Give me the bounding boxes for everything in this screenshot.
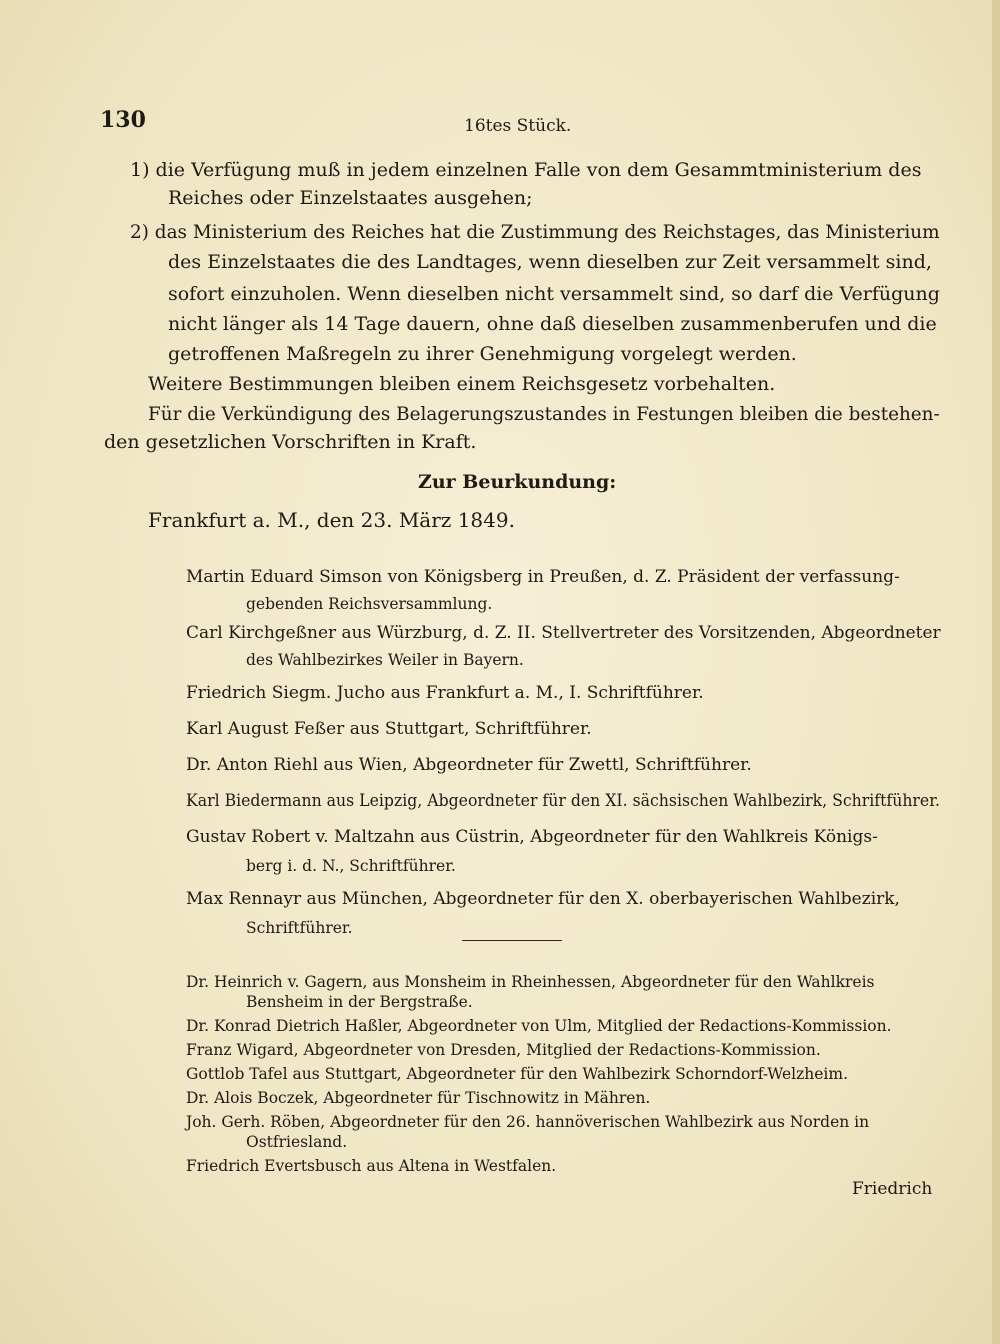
provision-2-line-2: des Einzelstaates die des Landtages, wenn dieselben zur Zeit versammelt sind, (168, 251, 932, 273)
provision-2-line-5: getroffenen Maßregeln zu ihrer Genehmigung vorgelegt werden. (168, 343, 797, 365)
place-date: Frankfurt a. M., den 23. März 1849. (148, 508, 515, 532)
attestation-heading: Zur Beurkundung: (418, 471, 617, 493)
signatory-2-line-1: Carl Kirchgeßner aus Würzburg, d. Z. II. Stellvertreter des Vorsitzenden, Abgeordneter (186, 623, 941, 643)
signatory-8-line-1: Max Rennayr aus München, Abgeordneter für den X. oberbayerischen Wahlbezirk, (186, 889, 900, 909)
member-6-line-1: Joh. Gerh. Röben, Abgeordneter für den 26. hannöverischen Wahlbezirk aus Norden in (186, 1113, 870, 1131)
provision-2-line-1: 2) das Ministerium des Reiches hat die Zustimmung des Reichstages, das Ministerium (130, 221, 940, 243)
signatory-2-line-2: des Wahlbezirkes Weiler in Bayern. (246, 651, 524, 669)
member-7: Friedrich Evertsbusch aus Altena in Westfalen. (186, 1157, 557, 1175)
member-4: Gottlob Tafel aus Stuttgart, Abgeordneter für den Wahlbezirk Schorndorf-Welzheim. (186, 1065, 849, 1083)
member-1-line-1: Dr. Heinrich v. Gagern, aus Monsheim in Rheinhessen, Abgeordneter für den Wahlkreis (186, 973, 875, 991)
member-2: Dr. Konrad Dietrich Haßler, Abgeordneter von Ulm, Mitglied der Redactions-Kommission. (186, 1017, 892, 1035)
signatory-5: Dr. Anton Riehl aus Wien, Abgeordneter für Zwettl, Schriftführer. (186, 755, 752, 775)
provision-2-line-3: sofort einzuholen. Wenn dieselben nicht versammelt sind, so darf die Verfügung (168, 283, 940, 305)
signatory-1-line-1: Martin Eduard Simson von Königsberg in Preußen, d. Z. Präsident der verfassung- (186, 567, 900, 587)
signatory-1-line-2: gebenden Reichsversammlung. (246, 595, 493, 613)
signatory-7-line-1: Gustav Robert v. Maltzahn aus Cüstrin, Abgeordneter für den Wahlkreis Königs- (186, 827, 878, 847)
separator-rule (462, 940, 562, 941)
page-number: 130 (100, 107, 146, 133)
provision-1-line-1: 1) die Verfügung muß in jedem einzelnen Falle von dem Gesammtministerium des (130, 159, 922, 181)
member-6-line-2: Ostfriesland. (246, 1133, 348, 1151)
paragraph-further: Weitere Bestimmungen bleiben einem Reichsgesetz vorbehalten. (148, 373, 776, 395)
page-edge (992, 0, 1000, 1344)
signatory-8-line-2: Schriftführer. (246, 919, 353, 937)
running-head: 16tes Stück. (464, 116, 572, 136)
signatory-3: Friedrich Siegm. Jucho aus Frankfurt a. M., I. Schriftführer. (186, 683, 704, 703)
provision-2-line-4: nicht länger als 14 Tage dauern, ohne daß dieselben zusammenberufen und die (168, 313, 937, 335)
paragraph-fortress-line-1: Für die Verkündigung des Belagerungszustandes in Festungen bleiben die bestehen- (148, 403, 940, 425)
paragraph-fortress-line-2: den gesetzlichen Vorschriften in Kraft. (104, 431, 477, 453)
member-5: Dr. Alois Boczek, Abgeordneter für Tischnowitz in Mähren. (186, 1089, 651, 1107)
signatory-7-line-2: berg i. d. N., Schriftführer. (246, 857, 456, 875)
catchword: Friedrich (852, 1179, 933, 1199)
provision-1-line-2: Reiches oder Einzelstaates ausgehen; (168, 187, 533, 209)
signatory-6: Karl Biedermann aus Leipzig, Abgeordneter für den XI. sächsischen Wahlbezirk, Schriftführer. (186, 791, 940, 811)
member-3: Franz Wigard, Abgeordneter von Dresden, Mitglied der Redactions-Kommission. (186, 1041, 821, 1059)
signatory-4: Karl August Feßer aus Stuttgart, Schriftführer. (186, 719, 592, 739)
member-1-line-2: Bensheim in der Bergstraße. (246, 993, 473, 1011)
